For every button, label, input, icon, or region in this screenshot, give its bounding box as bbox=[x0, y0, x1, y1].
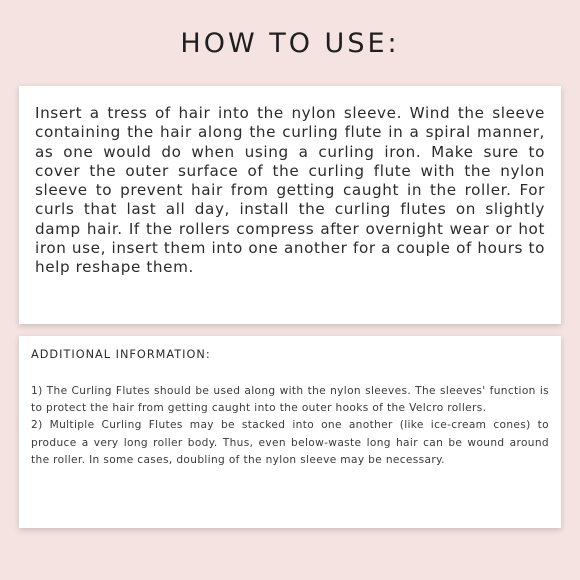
additional-info-item-1: 1) The Curling Flutes should be used along with the nylon sleeves. The sleeves' function is to protect the hair from getting caught into the outer hooks of the Velcro rollers. bbox=[31, 385, 549, 415]
additional-info-heading: ADDITIONAL INFORMATION: bbox=[31, 348, 211, 361]
instructions-card bbox=[19, 86, 561, 324]
page-title: HOW TO USE: bbox=[180, 28, 400, 59]
instructions-text: Insert a tress of hair into the nylon sleeve. Wind the sleeve containing the hair along the curling flute in a spiral manner, as one would do when using a curling iron. Make sure to cover the outer surface of the curling flute with the nylon sleeve to prevent hair from getting caught in the roller. For curls that last all day, install the curling flutes on slightly damp hair. If the rollers compress after overnight wear or hot iron use, insert them into one another for a couple of hours to help reshape them. bbox=[35, 104, 545, 277]
additional-info-item-2: 2) Multiple Curling Flutes may be stacked into one another (like ice-cream cones) to produce a very long roller body. Thus, even below-waste long hair can be wound around the roller. In some cases, doubling of the nylon sleeve may be necessary. bbox=[31, 419, 549, 466]
additional-info-card bbox=[19, 336, 561, 528]
